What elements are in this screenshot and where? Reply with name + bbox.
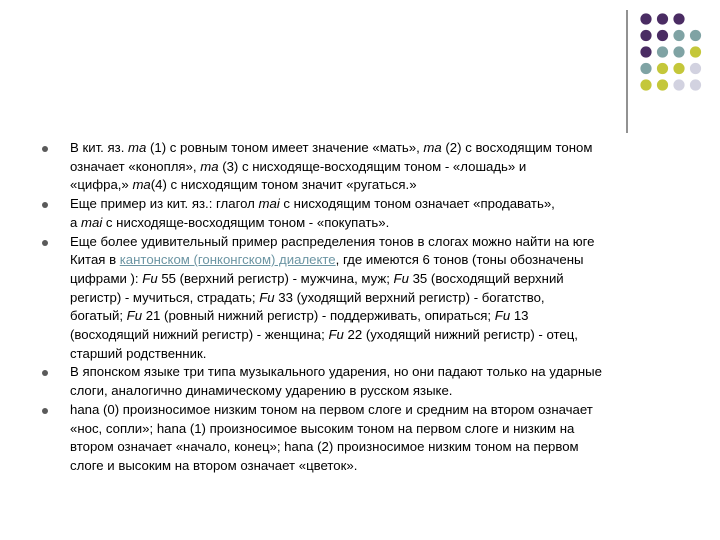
- text-segment: с нисходящим тоном означает «продавать»,: [279, 196, 555, 212]
- text-line: [70, 438, 680, 457]
- text-segment: hana (0) произносимое низким тоном на первом слоге и средним на втором означает: [70, 401, 593, 417]
- bullet-dot-icon: [42, 202, 48, 208]
- decor-dot: [690, 63, 701, 74]
- decor-dot: [673, 30, 684, 41]
- text-line: [70, 401, 680, 420]
- text-segment: 13: [510, 308, 529, 324]
- text-segment: слоге и высоким на втором означает «цветок».: [70, 457, 358, 473]
- decor-dot: [640, 46, 651, 57]
- text-segment: означает «конопля»,: [70, 158, 201, 174]
- italic-term: Fu: [328, 327, 344, 343]
- bullet-dot-icon: [42, 370, 48, 376]
- text-line: [70, 233, 680, 252]
- text-segment: «цифра,»: [70, 177, 133, 193]
- text-segment: 21 (ровный нижний регистр) - поддерживать, опираться;: [142, 308, 495, 324]
- text-segment: Еще более удивительный пример распределения тонов в слогах можно найти на юге: [70, 233, 595, 249]
- bullet-item: [40, 139, 680, 195]
- decor-dot: [673, 13, 684, 24]
- italic-term: Fu: [126, 308, 143, 324]
- bullet-item: [40, 195, 680, 232]
- text-segment: (1) с ровным тоном имеет значение «мать»,: [146, 140, 424, 155]
- text-line: [70, 420, 680, 439]
- italic-term: Fu: [142, 270, 158, 286]
- decor-dot: [673, 79, 684, 90]
- text-segment: , где имеются 6 тонов (тоны обозначены: [335, 252, 584, 268]
- text-segment: с нисходяще-восходящим тоном - «покупать».: [102, 214, 390, 230]
- bullet-list: [40, 139, 680, 476]
- text-line: [70, 307, 680, 326]
- text-segment: (4) с нисходящим тоном значит «ругаться.»: [150, 177, 417, 193]
- italic-term: ma: [423, 140, 442, 155]
- text-segment: 22 (уходящий нижний регистр) - отец,: [343, 327, 578, 343]
- italic-term: Fu: [494, 308, 511, 324]
- decor-dot: [690, 79, 701, 90]
- slide-content: [40, 139, 680, 476]
- bullet-dot-icon: [42, 146, 48, 152]
- bullet-item: [40, 233, 680, 364]
- italic-term: mai: [81, 214, 103, 230]
- text-segment: В кит. яз.: [70, 140, 129, 155]
- text-line: [70, 270, 680, 289]
- italic-term: Fu: [259, 289, 275, 305]
- text-segment: Еще пример из кит. яз.: глагол: [70, 196, 259, 212]
- bullet-item: [40, 363, 680, 400]
- text-line: [70, 382, 680, 401]
- bullet-dot-icon: [42, 240, 48, 246]
- decor-dot: [657, 63, 668, 74]
- text-line: [70, 326, 680, 345]
- text-segment: Китая в: [70, 252, 120, 268]
- text-segment: слоги, аналогично динамическому ударению в русском языке.: [70, 383, 453, 399]
- text-segment: а: [70, 214, 81, 230]
- italic-term: ma: [132, 177, 151, 193]
- text-line: [70, 139, 680, 158]
- text-segment: старший родственник.: [70, 345, 207, 361]
- italic-term: mai: [258, 196, 280, 212]
- dot-grid: [640, 13, 701, 90]
- italic-term: Fu: [393, 270, 409, 286]
- decor-dot: [640, 79, 651, 90]
- decor-dot: [690, 30, 701, 41]
- text-line: [70, 214, 680, 233]
- decor-dot: [673, 46, 684, 57]
- text-segment: (восходящий нижний регистр) - женщина;: [70, 327, 329, 343]
- text-line: [70, 251, 680, 270]
- decor-dot: [673, 63, 684, 74]
- text-segment: цифрами ):: [70, 270, 143, 286]
- text-segment: (2) с восходящим тоном: [441, 140, 593, 155]
- text-segment: богатый;: [70, 308, 127, 324]
- bullet-dot-icon: [42, 408, 48, 414]
- text-segment: 33 (уходящий верхний регистр) - богатство,: [274, 289, 545, 305]
- dialect-link[interactable]: кантонском (гонконгском) диалекте: [119, 252, 336, 268]
- decor-dot: [640, 30, 651, 41]
- text-line: [70, 363, 680, 382]
- bullet-item: [40, 401, 680, 476]
- italic-term: ma: [128, 140, 147, 155]
- text-line: [70, 345, 680, 364]
- text-segment: (3) с нисходяще-восходящим тоном - «лошадь» и: [218, 158, 527, 174]
- text-segment: «нос, сопли»; hana (1) произносимое высоким тоном на первом слоге и низким на: [70, 420, 575, 436]
- decor-dot: [640, 13, 651, 24]
- italic-term: ma: [200, 158, 219, 174]
- decor-dot: [657, 30, 668, 41]
- text-line: [70, 457, 680, 476]
- text-segment: втором означает «начало, конец»; hana (2) произносимое низким тоном на первом: [70, 439, 579, 455]
- text-segment: 55 (верхний регистр) - мужчина, муж;: [157, 270, 394, 286]
- text-line: [70, 195, 680, 214]
- text-line: [70, 289, 680, 308]
- text-line: [70, 176, 680, 195]
- decor-dot: [690, 46, 701, 57]
- decor-dot: [657, 13, 668, 24]
- text-segment: В японском языке три типа музыкального ударения, но они падают только на ударные: [70, 364, 602, 380]
- decor-dot: [657, 46, 668, 57]
- text-segment: 35 (восходящий верхний: [408, 270, 564, 286]
- text-segment: регистр) - мучиться, страдать;: [70, 289, 260, 305]
- text-line: [70, 158, 680, 177]
- decor-dot: [640, 63, 651, 74]
- decor-dot: [657, 79, 668, 90]
